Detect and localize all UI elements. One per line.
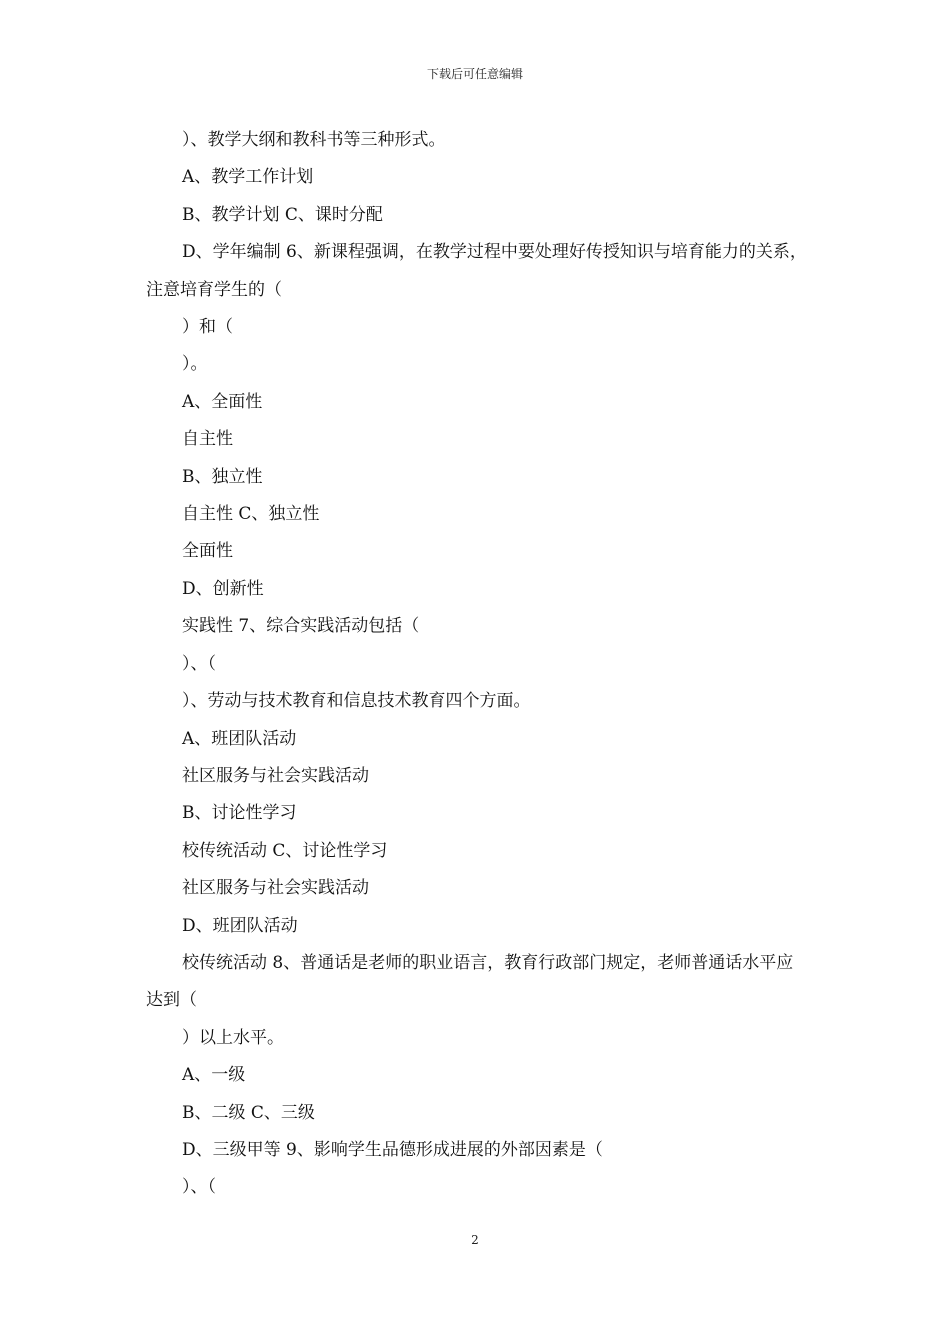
paragraph: B、独立性 xyxy=(182,466,263,487)
paragraph: B、二级 C、三级 xyxy=(182,1102,315,1123)
paragraph: D、学年编制 6、新课程强调，在教学过程中要处理好传授知识与培育能力的关系，注意培育学生的（ xyxy=(146,242,807,300)
paragraph: D、三级甲等 9、影响学生品德形成进展的外部因素是（ xyxy=(182,1139,603,1160)
paragraph: A、班团队活动 xyxy=(182,728,297,749)
paragraph: ）。 xyxy=(182,354,208,375)
paragraph: D、班团队活动 xyxy=(182,915,298,936)
paragraph: B、教学计划 C、课时分配 xyxy=(182,204,383,225)
paragraph: 全面性 xyxy=(182,541,233,562)
paragraph: A、教学工作计划 xyxy=(182,167,314,188)
paragraph: ）、（ xyxy=(182,653,216,674)
paragraph: ）、（ xyxy=(182,1177,216,1198)
paragraph: 自主性 xyxy=(182,429,233,450)
paragraph: 校传统活动 8、普通话是老师的职业语言，教育行政部门规定，老师普通话水平应达到（ xyxy=(146,952,794,1011)
page-number: 2 xyxy=(471,1233,479,1247)
document-body xyxy=(146,122,810,1207)
paragraph: ）、劳动与技术教育和信息技术教育四个方面。 xyxy=(182,691,531,712)
paragraph: 社区服务与社会实践活动 xyxy=(182,878,369,899)
paragraph: ）以上水平。 xyxy=(182,1027,284,1048)
paragraph: 社区服务与社会实践活动 xyxy=(182,765,369,786)
paragraph: 实践性 7、综合实践活动包括（ xyxy=(182,616,420,637)
paragraph: ）和（ xyxy=(182,317,233,338)
page-header: 下载后可任意编辑 xyxy=(426,67,523,81)
paragraph: 自主性 C、独立性 xyxy=(182,504,320,525)
paragraph: ）、教学大纲和教科书等三种形式。 xyxy=(182,130,446,150)
paragraph: 校传统活动 C、讨论性学习 xyxy=(182,840,388,861)
paragraph: D、创新性 xyxy=(182,578,264,599)
paragraph: A、一级 xyxy=(182,1065,246,1086)
paragraph: B、讨论性学习 xyxy=(182,803,297,824)
paragraph: A、全面性 xyxy=(182,391,263,412)
